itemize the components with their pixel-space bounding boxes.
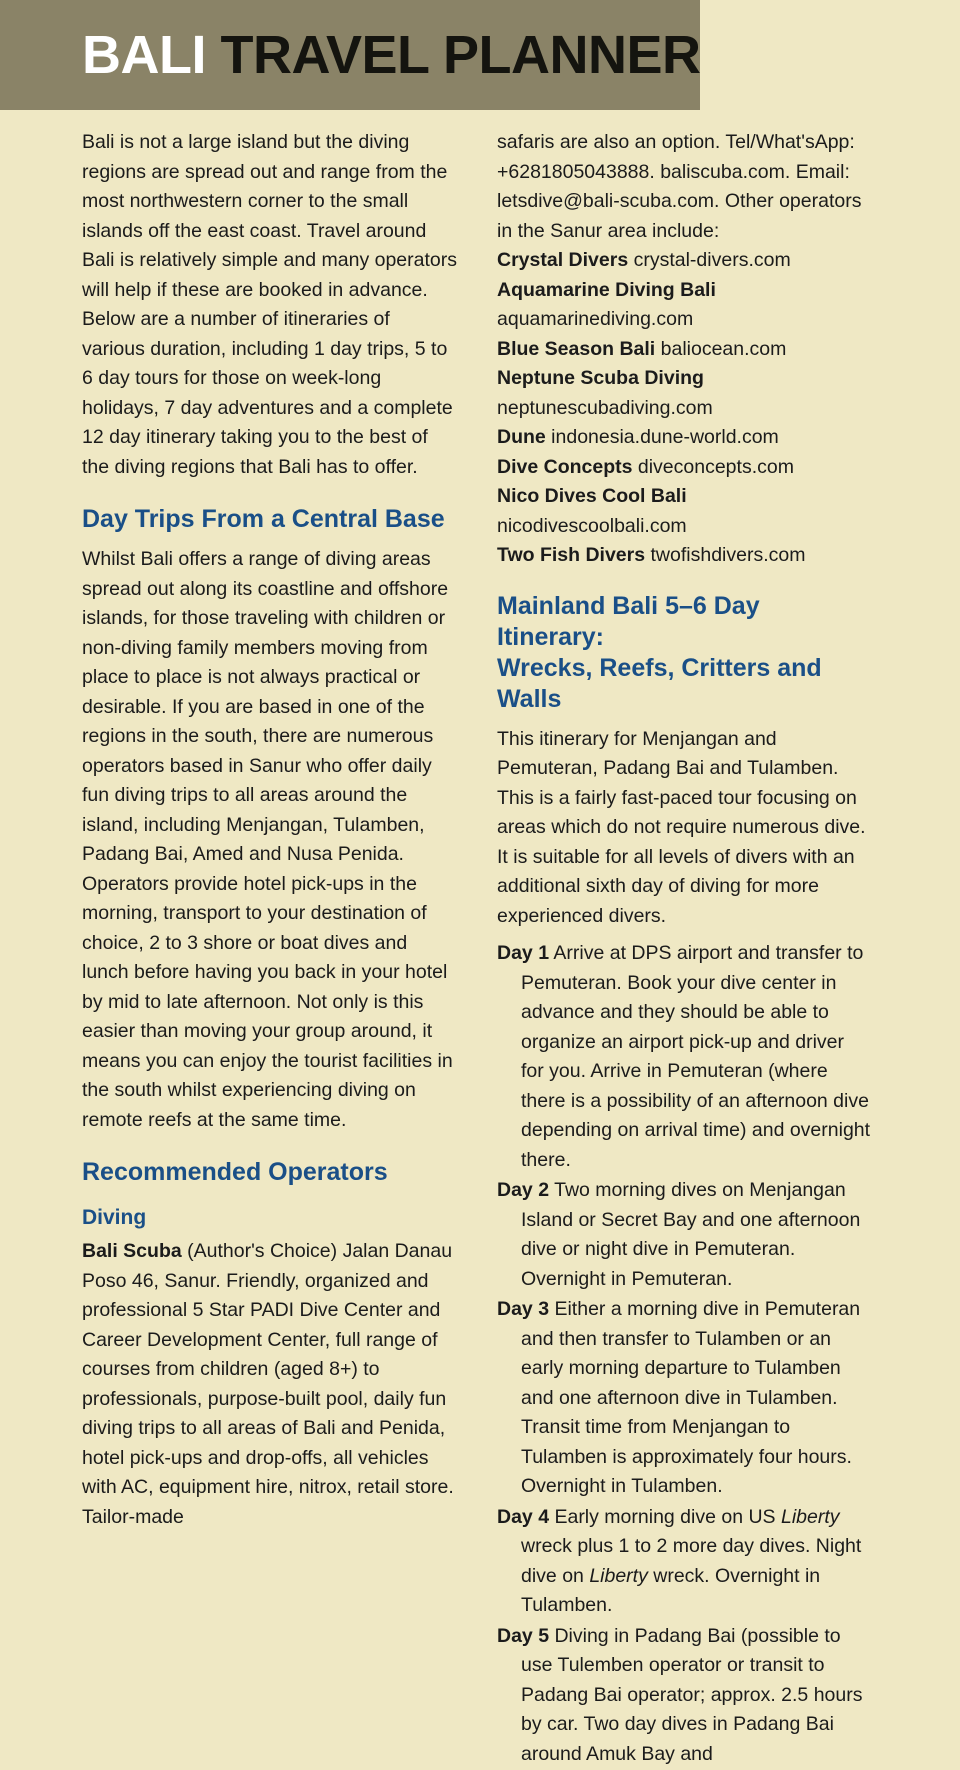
operator-name: Two Fish Divers [497, 544, 646, 566]
list-item [497, 1503, 872, 1621]
operator-site[interactable]: neptunescubadiving.com [497, 396, 713, 419]
operator-name: Blue Season Bali [497, 337, 656, 360]
title-word-bali: BALI [82, 25, 206, 85]
list-item [497, 482, 872, 541]
day-label: Day 1 [497, 942, 550, 964]
day-label: Day 4 [497, 1505, 550, 1528]
heading-itinerary-line1: Mainland Bali 5–6 Day Itinerary: [497, 591, 760, 651]
itinerary-day-list [497, 939, 872, 1769]
operator-site[interactable]: crystal-divers.com [633, 249, 791, 271]
list-item [497, 423, 872, 453]
list-item [497, 1176, 872, 1294]
title-word-travel-planner: TRAVEL PLANNER [220, 25, 701, 85]
operator-site[interactable]: indonesia.dune-world.com [551, 426, 779, 448]
day-text: Diving in Padang Bai (possible to use Tulemben operator or transit to Padang Bai operator; approx. 2.5 hours by car. Two day dives in Padang Bai around Amuk Bay and [521, 1624, 863, 1765]
heading-itinerary [497, 591, 872, 715]
list-item [497, 335, 872, 365]
operator-name: Neptune Scuba Diving [497, 367, 704, 389]
operator-list [497, 246, 872, 571]
day-label: Day 2 [497, 1179, 550, 1201]
operator-site[interactable]: twofishdivers.com [650, 544, 806, 566]
day-text: Arrive at DPS airport and transfer to Pemuteran. Book your dive center in advance and they should be able to organize an airport pick-up and driver for you. Arrive in Pemuteran (where there is a possibility of an afternoon dive depending on arrival time) and overnight there. [521, 942, 871, 1171]
list-item [497, 276, 872, 335]
day-label: Day 3 [497, 1298, 550, 1320]
operator-name: Aquamarine Diving Bali [497, 278, 716, 301]
operator-name: Dive Concepts [497, 455, 633, 478]
day-text-before: Early morning dive on US [549, 1505, 781, 1528]
day-trips-paragraph: Whilst Bali offers a range of diving areas spread out along its coastline and offshore islands, for those traveling with children or non-diving family members moving from place to place is not always practical or desirable. If you are based in one of the regions in the south, there are numerous operators based in Sanur who offer daily fun diving trips to all areas around the island, including Menjangan, Tulamben, Padang Bai, Amed and Nusa Penida. Operators provide hotel pick-ups in the morning, transport to your destination of choice, 2 to 3 shore or boat dives and lunch before having you back in your hotel by mid to late afternoon. Not only is this easier than moving your group around, it means you can enjoy the tourist facilities in the south whilst experiencing diving on remote reefs at the same time. [82, 548, 453, 1131]
day-text: Either a morning dive in Pemuteran and then transfer to Tulamben or an early morning departure to Tulamben and one afternoon dive in Tulamben. Transit time from Menjangan to Tulamben is approximately four hours. Overnight in Tulamben. [521, 1298, 861, 1497]
day-italic-liberty: Liberty [780, 1505, 840, 1528]
heading-recommended-operators: Recommended Operators [82, 1158, 388, 1186]
list-item [497, 1295, 872, 1502]
day-text-after: wreck. Overnight in Tulamben. [521, 1564, 821, 1616]
left-column [82, 128, 457, 1770]
operator-name: Nico Dives Cool Bali [497, 485, 687, 507]
heading-itinerary-line2: Wrecks, Reefs, Critters and Walls [497, 653, 822, 713]
operator-site[interactable]: baliocean.com [660, 337, 787, 360]
operator-site[interactable]: diveconcepts.com [637, 455, 794, 478]
bali-scuba-name: Bali Scuba [82, 1240, 182, 1262]
operator-name: Dune [497, 426, 546, 448]
two-column-body [82, 128, 872, 1770]
list-item [497, 1622, 872, 1770]
list-item [497, 246, 872, 276]
list-item [497, 453, 872, 483]
day-label: Day 5 [497, 1624, 550, 1647]
day-text: Two morning dives on Menjangan Island or Secret Bay and one afternoon dive or night dive in Pemuteran. Overnight in Pemuteran. [521, 1179, 861, 1290]
day-text-middle: wreck plus 1 to 2 more day dives. Night dive on [521, 1535, 862, 1587]
page-title [82, 25, 701, 85]
itinerary-intro: This itinerary for Menjangan and Pemuteran, Padang Bai and Tulamben. This is a fairly fast-paced tour focusing on areas which do not require numerous dive. It is suitable for all levels of divers with an additional sixth day of diving for more experienced divers. [497, 727, 866, 927]
list-item [497, 939, 872, 1175]
bali-scuba-paragraph [82, 1237, 457, 1532]
right-column [497, 128, 872, 1770]
list-item [497, 541, 872, 571]
heading-day-trips: Day Trips From a Central Base [82, 505, 445, 533]
continuation-paragraph: safaris are also an option. Tel/What'sApp: +6281805043888. baliscuba.com. Email: letsdive@bali-scuba.com. Other operators in the Sanur area include: [497, 131, 862, 242]
operator-site[interactable]: nicodivescoolbali.com [497, 514, 687, 537]
heading-diving: Diving [82, 1206, 147, 1229]
list-item [497, 364, 872, 423]
operator-name: Crystal Divers [497, 249, 629, 271]
day-italic-liberty: Liberty [589, 1564, 648, 1587]
intro-paragraph: Bali is not a large island but the diving regions are spread out and range from the most northwestern corner to the small islands off the east coast. Travel around Bali is relatively simple and many operators will help if these are booked in advance. Below are a number of itineraries of various duration, including 1 day trips, 5 to 6 day tours for those on week-long holidays, 7 day adventures and a complete 12 day itinerary taking you to the best of the diving regions that Bali has to offer. [82, 131, 457, 478]
bali-scuba-description: (Author's Choice) Jalan Danau Poso 46, Sanur. Friendly, organized and professional 5 Star PADI Dive Center and Career Development Center, full range of courses from children (aged 8+) to professionals, purpose-built pool, daily fun diving trips to all areas of Bali and Penida, hotel pick-ups and drop-offs, all vehicles with AC, equipment hire, nitrox, retail store. Tailor-made [82, 1240, 454, 1528]
operator-site[interactable]: aquamarinediving.com [497, 308, 694, 330]
